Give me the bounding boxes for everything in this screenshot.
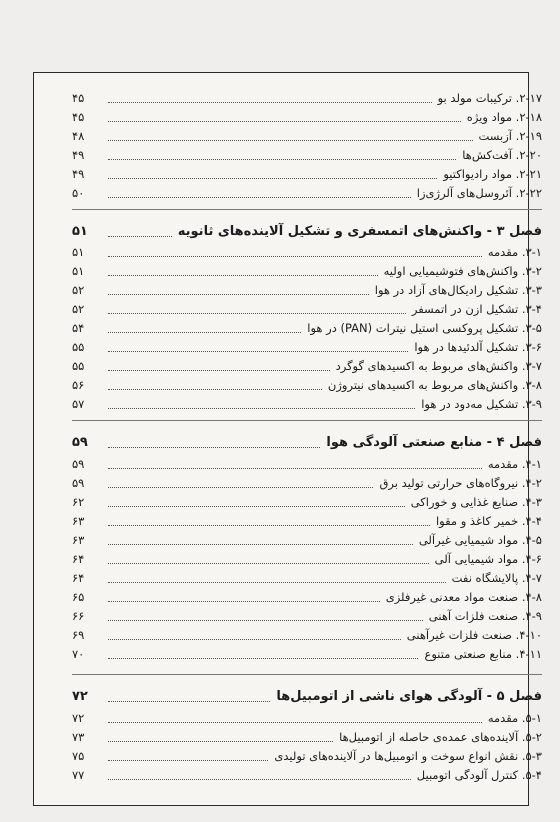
toc-entry-title: فصل ۳ - واکنش‌های اتمسفری و تشکیل آلاینده‌های ثانویه	[177, 224, 542, 239]
dot-leader	[108, 601, 380, 602]
dot-leader	[108, 639, 401, 640]
toc-entry-page-number: ۶۲	[72, 495, 85, 509]
dot-leader	[108, 121, 461, 122]
toc-entry-page-number: ۴۵	[72, 91, 85, 105]
dot-leader	[108, 178, 437, 179]
toc-entry-page-number: ۵۷	[72, 397, 85, 411]
toc-entry-page-number: ۵۵	[72, 359, 85, 373]
dot-leader	[108, 236, 172, 237]
toc-entry	[72, 165, 542, 183]
toc-entry	[72, 281, 542, 299]
toc-entry-title: ۲-۱۹. آزبست	[478, 129, 542, 143]
toc-chapter-heading	[72, 688, 542, 706]
toc-entry	[72, 645, 542, 663]
toc-entry-page-number: ۶۳	[72, 533, 85, 547]
dot-leader	[108, 159, 456, 160]
toc-entry	[72, 550, 542, 568]
toc-entry-title: ۵-۳. نقش انواع سوخت و اتومبیل‌ها در آلاینده‌های تولیدی	[274, 749, 542, 763]
toc-entry	[72, 588, 542, 606]
toc-entry-title: ۵-۴. کنترل آلودگی اتومبیل	[416, 768, 542, 782]
chapter-divider-rule	[72, 209, 542, 210]
toc-entry	[72, 357, 542, 375]
dot-leader	[108, 701, 270, 702]
page-frame	[33, 72, 542, 806]
dot-leader	[108, 447, 320, 448]
dot-leader	[108, 563, 429, 564]
toc-entry-page-number: ۵۹	[72, 476, 85, 490]
toc-entry-title: ۵-۱. مقدمه	[487, 711, 542, 725]
toc-entry-title: ۴-۳. صنایع غذایی و خوراکی	[410, 495, 542, 509]
toc-entry-title: ۲-۲۲. آئروسل‌های آلرژی‌زا	[416, 186, 542, 200]
toc-entry	[72, 243, 542, 261]
dot-leader	[108, 468, 482, 469]
toc-entry-title: ۲-۲۰. آفت‌کش‌ها	[462, 148, 542, 162]
toc-entry	[72, 474, 542, 492]
toc-entry-page-number: ۶۹	[72, 628, 85, 642]
toc-entry-page-number: ۷۲	[72, 711, 85, 725]
toc-entry-title: فصل ۵ - آلودگی هوای ناشی از اتومبیل‌ها	[276, 689, 542, 704]
toc-entry	[72, 376, 542, 394]
toc-entry	[72, 300, 542, 318]
dot-leader	[108, 102, 432, 103]
toc-entry-page-number: ۵۹	[72, 457, 85, 471]
toc-entry-page-number: ۵۶	[72, 378, 85, 392]
toc-entry	[72, 146, 542, 164]
chapter-divider-rule	[72, 674, 542, 675]
dot-leader	[108, 275, 378, 276]
dot-leader	[108, 140, 473, 141]
toc-entry-title: ۴-۷. پالایشگاه نفت	[451, 571, 542, 585]
chapter-divider-rule	[72, 420, 542, 421]
toc-entry	[72, 747, 542, 765]
dot-leader	[108, 351, 408, 352]
toc-entry	[72, 493, 542, 511]
toc-entry	[72, 319, 542, 337]
toc-entry	[72, 607, 542, 625]
dot-leader	[108, 389, 322, 390]
toc-entry-title: ۳-۹. تشکیل مه‌دود در هوا	[421, 397, 542, 411]
toc-entry-title: ۳-۳. تشکیل رادیکال‌های آزاد در هوا	[374, 283, 542, 297]
toc-entry	[72, 569, 542, 587]
dot-leader	[108, 525, 430, 526]
toc-entry-page-number: ۵۵	[72, 340, 85, 354]
toc-entry-page-number: ۴۸	[72, 129, 85, 143]
dot-leader	[108, 197, 411, 198]
toc-entry	[72, 262, 542, 280]
toc-entry	[72, 338, 542, 356]
toc-entry-title: فصل ۴ - منابع صنعتی آلودگی هوا	[326, 435, 542, 450]
dot-leader	[108, 620, 423, 621]
dot-leader	[108, 722, 482, 723]
toc-entry-title: ۴-۸. صنعت مواد معدنی غیرفلزی	[385, 590, 542, 604]
dot-leader	[108, 332, 301, 333]
toc-entry-page-number: ۷۷	[72, 768, 85, 782]
toc-entry-title: ۲-۲۱. مواد رادیواکتیو	[443, 167, 542, 181]
toc-entry	[72, 626, 542, 644]
toc-entry-title: ۴-۱۰. صنعت فلزات غیرآهنی	[406, 628, 542, 642]
toc-entry-page-number: ۵۹	[72, 435, 88, 450]
toc-entry	[72, 709, 542, 727]
toc-entry-title: ۴-۹. صنعت فلزات آهنی	[428, 609, 542, 623]
toc-entry-title: ۳-۱. مقدمه	[487, 245, 542, 259]
toc-entry-page-number: ۷۲	[72, 689, 88, 704]
toc-entry-title: ۳-۷. واکنش‌های مربوط به اکسیدهای گوگرد	[335, 359, 542, 373]
toc-entry-page-number: ۴۹	[72, 167, 85, 181]
dot-leader	[108, 294, 369, 295]
toc-entry-page-number: ۶۵	[72, 590, 85, 604]
toc-entry-page-number: ۵۲	[72, 302, 85, 316]
toc-entry-title: ۴-۶. مواد شیمیایی آلی	[434, 552, 542, 566]
toc-entry	[72, 108, 542, 126]
toc-entry-page-number: ۵۱	[72, 224, 88, 239]
toc-entry-page-number: ۶۴	[72, 571, 85, 585]
toc-entry-title: ۳-۲. واکنش‌های فتوشیمیایی اولیه	[383, 264, 542, 278]
toc-entry-page-number: ۵۰	[72, 186, 85, 200]
toc-entry-page-number: ۶۶	[72, 609, 85, 623]
toc-entry	[72, 127, 542, 145]
dot-leader	[108, 658, 418, 659]
toc-entry-page-number: ۵۲	[72, 283, 85, 297]
dot-leader	[108, 779, 411, 780]
toc-entry-page-number: ۵۱	[72, 245, 85, 259]
toc-entry-title: ۳-۸. واکنش‌های مربوط به اکسیدهای نیتروژن	[327, 378, 542, 392]
toc-entry-title: ۴-۱۱. منابع صنعتی متنوع	[424, 647, 542, 661]
toc-chapter-heading	[72, 223, 542, 241]
toc-entry-title: ۳-۴. تشکیل ازن در اتمسفر	[411, 302, 542, 316]
toc-entry-title: ۴-۱. مقدمه	[487, 457, 542, 471]
toc-entry-page-number: ۴۵	[72, 110, 85, 124]
toc-entry-page-number: ۵۴	[72, 321, 85, 335]
toc-entry	[72, 766, 542, 784]
toc-entry	[72, 184, 542, 202]
toc-entry-title: ۴-۴. خمیر کاغذ و مقوا	[435, 514, 542, 528]
dot-leader	[108, 487, 373, 488]
dot-leader	[108, 506, 405, 507]
dot-leader	[108, 313, 406, 314]
toc-entry	[72, 89, 542, 107]
toc-entry	[72, 395, 542, 413]
toc-entry	[72, 531, 542, 549]
toc-entry	[72, 728, 542, 746]
toc-entry-page-number: ۶۴	[72, 552, 85, 566]
dot-leader	[108, 370, 330, 371]
dot-leader	[108, 256, 482, 257]
toc-entry-page-number: ۷۳	[72, 730, 85, 744]
toc-entry	[72, 455, 542, 473]
toc-entry-page-number: ۵۱	[72, 264, 85, 278]
toc-chapter-heading	[72, 434, 542, 452]
toc-entry-title: ۴-۲. نیروگاه‌های حرارتی تولید برق	[379, 476, 542, 490]
toc-entry-page-number: ۷۰	[72, 647, 85, 661]
toc-entry	[72, 512, 542, 530]
toc-entry-title: ۵-۲. آلاینده‌های عمده‌ی حاصله از اتومبیل‌ها	[339, 730, 542, 744]
dot-leader	[108, 741, 333, 742]
toc-entry-title: ۳-۵. تشکیل پروکسی استیل نیترات (PAN) در هوا	[307, 321, 542, 335]
toc-entry-page-number: ۷۵	[72, 749, 85, 763]
toc-entry-page-number: ۶۳	[72, 514, 85, 528]
toc-entry-page-number: ۴۹	[72, 148, 85, 162]
dot-leader	[108, 582, 446, 583]
dot-leader	[108, 760, 268, 761]
toc-entry-title: ۳-۶. تشکیل آلدئیدها در هوا	[414, 340, 542, 354]
toc-entry-title: ۲-۱۷. ترکیبات مولد بو	[437, 91, 542, 105]
dot-leader	[108, 408, 415, 409]
toc-entry-title: ۲-۱۸. مواد ویژه	[466, 110, 542, 124]
dot-leader	[108, 544, 413, 545]
toc-entry-title: ۴-۵. مواد شیمیایی غیرآلی	[418, 533, 542, 547]
